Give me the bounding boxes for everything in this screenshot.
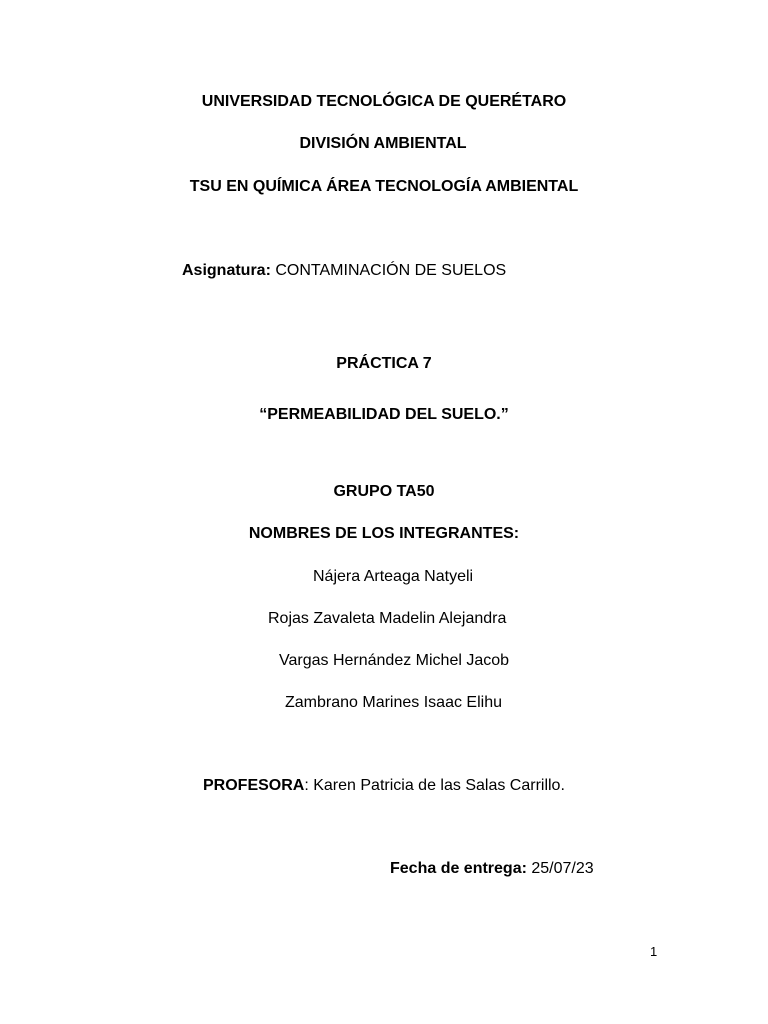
subject-label: Asignatura: <box>182 262 271 279</box>
due-date-line <box>390 859 594 879</box>
members-heading: NOMBRES DE LOS INTEGRANTES: <box>248 525 520 542</box>
practice-number: PRÁCTICA 7 <box>336 355 432 372</box>
member-name: Zambrano Marines Isaac Elihu <box>285 694 502 711</box>
member-name: Vargas Hernández Michel Jacob <box>279 652 510 669</box>
subject-value: CONTAMINACIÓN DE SUELOS <box>270 262 507 279</box>
subject-line <box>182 261 506 281</box>
due-date-label: Fecha de entrega: <box>390 860 527 877</box>
professor-label: PROFESORA <box>203 777 305 794</box>
program-title: TSU EN QUÍMICA ÁREA TECNOLOGÍA AMBIENTAL <box>189 178 579 195</box>
member-name: Rojas Zavaleta Madelin Alejandra <box>268 610 507 627</box>
professor-line <box>203 776 565 796</box>
page-number: 1 <box>650 944 658 959</box>
member-name: Nájera Arteaga Natyeli <box>313 568 474 585</box>
group-label: GRUPO TA50 <box>333 483 435 500</box>
university-title: UNIVERSIDAD TECNOLÓGICA DE QUERÉTARO <box>201 93 567 110</box>
practice-title: “PERMEABILIDAD DEL SUELO.” <box>259 406 509 423</box>
due-date-value: 25/07/23 <box>526 860 594 877</box>
professor-name: : Karen Patricia de las Salas Carrillo. <box>304 777 565 794</box>
division-title: DIVISIÓN AMBIENTAL <box>299 135 467 152</box>
